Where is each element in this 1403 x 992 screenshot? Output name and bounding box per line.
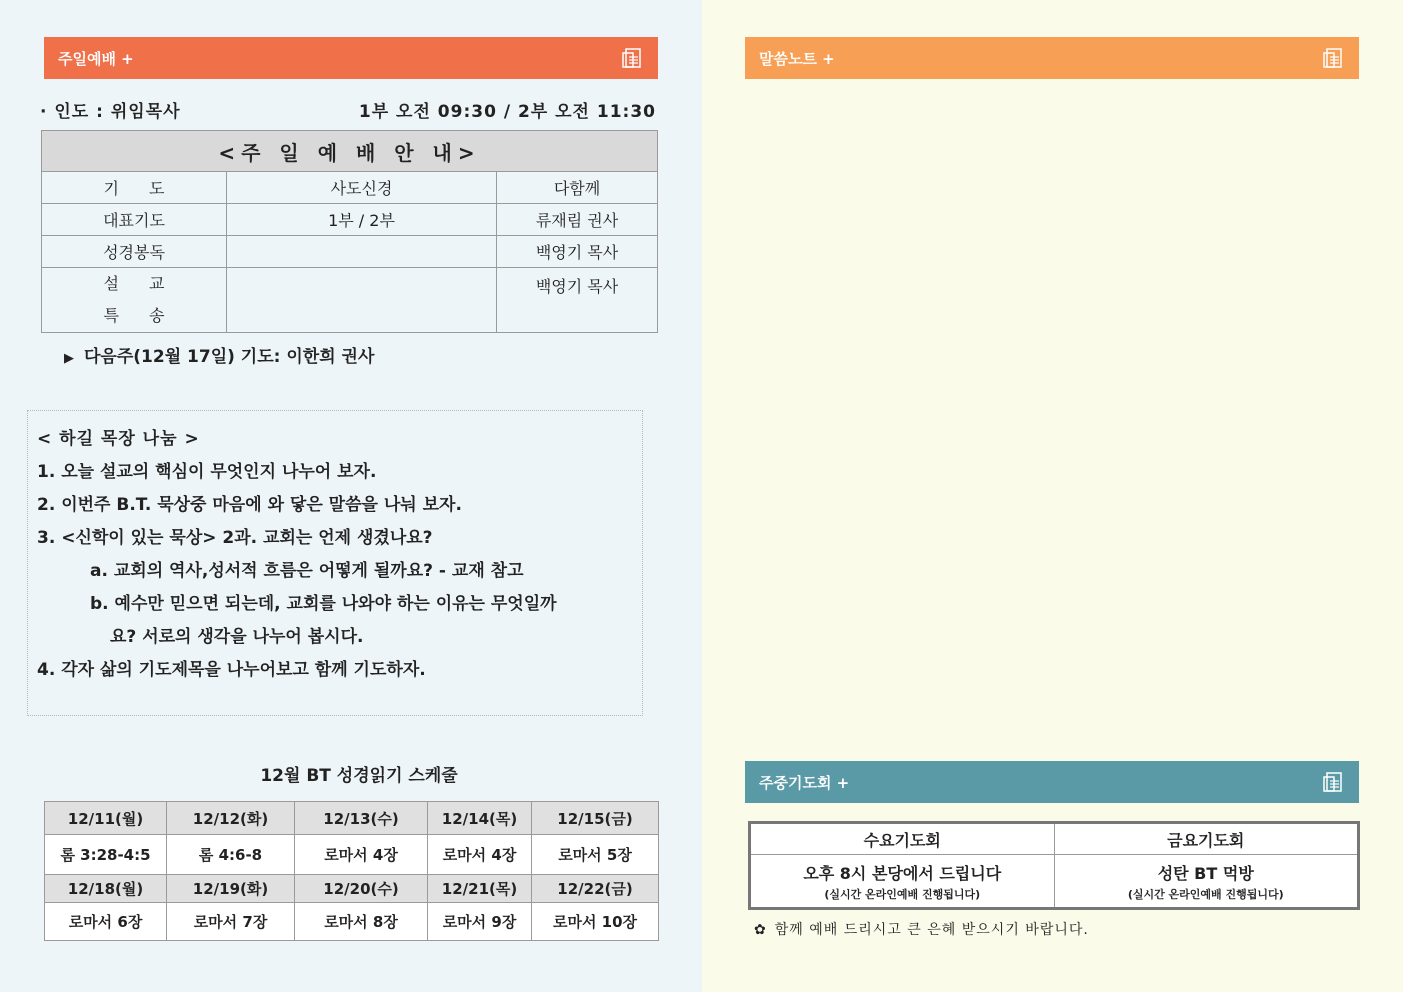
- worship-section-title: 주일예배 +: [58, 49, 134, 68]
- worship-times: 1부 오전 09:30 / 2부 오전 11:30: [358, 102, 656, 122]
- schedule-reading: 로마서 4장: [295, 835, 428, 875]
- prayer-meeting-main: 오후 8시 본당에서 드립니다: [803, 863, 1002, 883]
- next-prayer-text: 다음주(12월 17일) 기도: 이한희 권사: [84, 347, 375, 367]
- blessing-note: [754, 919, 1089, 939]
- document-icon[interactable]: [1323, 771, 1343, 793]
- table-row: [42, 204, 658, 236]
- table-row: [42, 268, 658, 333]
- schedule-title: 12월 BT 성경읽기 스케줄: [260, 766, 458, 786]
- schedule-reading: 로마서 7장: [167, 903, 295, 941]
- schedule-date: 12/21(목): [428, 875, 532, 903]
- sharing-title: < 하길 목장 나눔 >: [37, 429, 200, 449]
- order-detail: 사도신경: [227, 172, 497, 204]
- table-row: [45, 802, 659, 835]
- order-item: 특송: [103, 306, 195, 325]
- schedule-reading: 로마서 8장: [295, 903, 428, 941]
- prayer-meeting-name: 수요기도회: [750, 823, 1055, 855]
- order-person: 다함께: [497, 172, 658, 204]
- prayer-section-header[interactable]: [745, 761, 1359, 803]
- schedule-date: 12/14(목): [428, 802, 532, 835]
- sharing-question: 4. 각자 삶의 기도제목을 나누어보고 함께 기도하자.: [37, 660, 426, 680]
- schedule-date: 12/11(월): [45, 802, 167, 835]
- order-person: 백영기 목사: [497, 268, 658, 333]
- schedule-table: [44, 801, 659, 941]
- order-detail: 1부 / 2부: [227, 204, 497, 236]
- table-row: [42, 236, 658, 268]
- flower-icon: ✿: [754, 922, 767, 938]
- table-row: [42, 172, 658, 204]
- prayer-meeting-sub: (실시간 온라인예배 진행됩니다): [1127, 887, 1284, 901]
- schedule-date: 12/12(화): [167, 802, 295, 835]
- order-item: 기도: [42, 172, 227, 204]
- schedule-date: 12/19(화): [167, 875, 295, 903]
- notes-section-title: 말씀노트 +: [759, 49, 835, 68]
- order-item: 설교: [103, 274, 195, 293]
- table-row: [45, 903, 659, 941]
- prayer-section-title: 주중기도회 +: [759, 773, 850, 792]
- worship-order-table: [41, 130, 658, 333]
- notes-section-header[interactable]: [745, 37, 1359, 79]
- sharing-question: 2. 이번주 B.T. 묵상중 마음에 와 닿은 말씀을 나눠 보자.: [37, 495, 462, 515]
- worship-info: [40, 97, 660, 123]
- triangle-right-icon: ▶: [64, 351, 74, 366]
- prayer-meeting-sub: (실시간 온라인예배 진행됩니다): [824, 887, 981, 901]
- schedule-reading: 롬 3:28-4:5: [45, 835, 167, 875]
- prayer-meeting-info: [750, 855, 1055, 909]
- schedule-date: 12/20(수): [295, 875, 428, 903]
- order-item: 성경봉독: [42, 236, 227, 268]
- order-table-heading: <주 일 예 배 안 내>: [42, 131, 658, 172]
- prayer-meeting-name: 금요기도회: [1054, 823, 1359, 855]
- order-item: 대표기도: [42, 204, 227, 236]
- table-row: [750, 823, 1359, 855]
- prayer-meeting-table: [748, 821, 1360, 910]
- document-icon[interactable]: [1323, 47, 1343, 69]
- schedule-date: 12/13(수): [295, 802, 428, 835]
- table-row: [45, 835, 659, 875]
- prayer-meeting-main: 성탄 BT 먹방: [1157, 863, 1254, 883]
- schedule-reading: 로마서 5장: [532, 835, 659, 875]
- document-icon[interactable]: [622, 47, 642, 69]
- schedule-date: 12/15(금): [532, 802, 659, 835]
- table-row: [45, 875, 659, 903]
- order-person: 류재림 권사: [497, 204, 658, 236]
- order-person: 백영기 목사: [497, 236, 658, 268]
- schedule-reading: 로마서 6장: [45, 903, 167, 941]
- schedule-date: 12/22(금): [532, 875, 659, 903]
- sharing-subquestion: a. 교회의 역사,성서적 흐름은 어떻게 될까요? - 교재 참고: [90, 561, 524, 581]
- sharing-subquestion-cont: 요? 서로의 생각을 나누어 봅시다.: [110, 627, 364, 647]
- table-row: [750, 855, 1359, 909]
- worship-leader: · 인도 : 위임목사: [40, 102, 181, 122]
- schedule-reading: 로마서 10장: [532, 903, 659, 941]
- worship-section-header[interactable]: [44, 37, 658, 79]
- blessing-text: 함께 예배 드리시고 큰 은혜 받으시기 바랍니다.: [774, 922, 1089, 938]
- order-detail: [227, 268, 497, 333]
- next-week-prayer: [64, 342, 374, 367]
- schedule-reading: 롬 4:6-8: [167, 835, 295, 875]
- schedule-reading: 로마서 4장: [428, 835, 532, 875]
- order-detail: [227, 236, 497, 268]
- prayer-meeting-info: [1054, 855, 1359, 909]
- order-item-group: [42, 268, 227, 333]
- sharing-subquestion: b. 예수만 믿으면 되는데, 교회를 나와야 하는 이유는 무엇일까: [90, 594, 557, 614]
- schedule-date: 12/18(월): [45, 875, 167, 903]
- sharing-question: 3. <신학이 있는 묵상> 2과. 교회는 언제 생겼나요?: [37, 528, 433, 548]
- sharing-question: 1. 오늘 설교의 핵심이 무엇인지 나누어 보자.: [37, 462, 377, 482]
- schedule-reading: 로마서 9장: [428, 903, 532, 941]
